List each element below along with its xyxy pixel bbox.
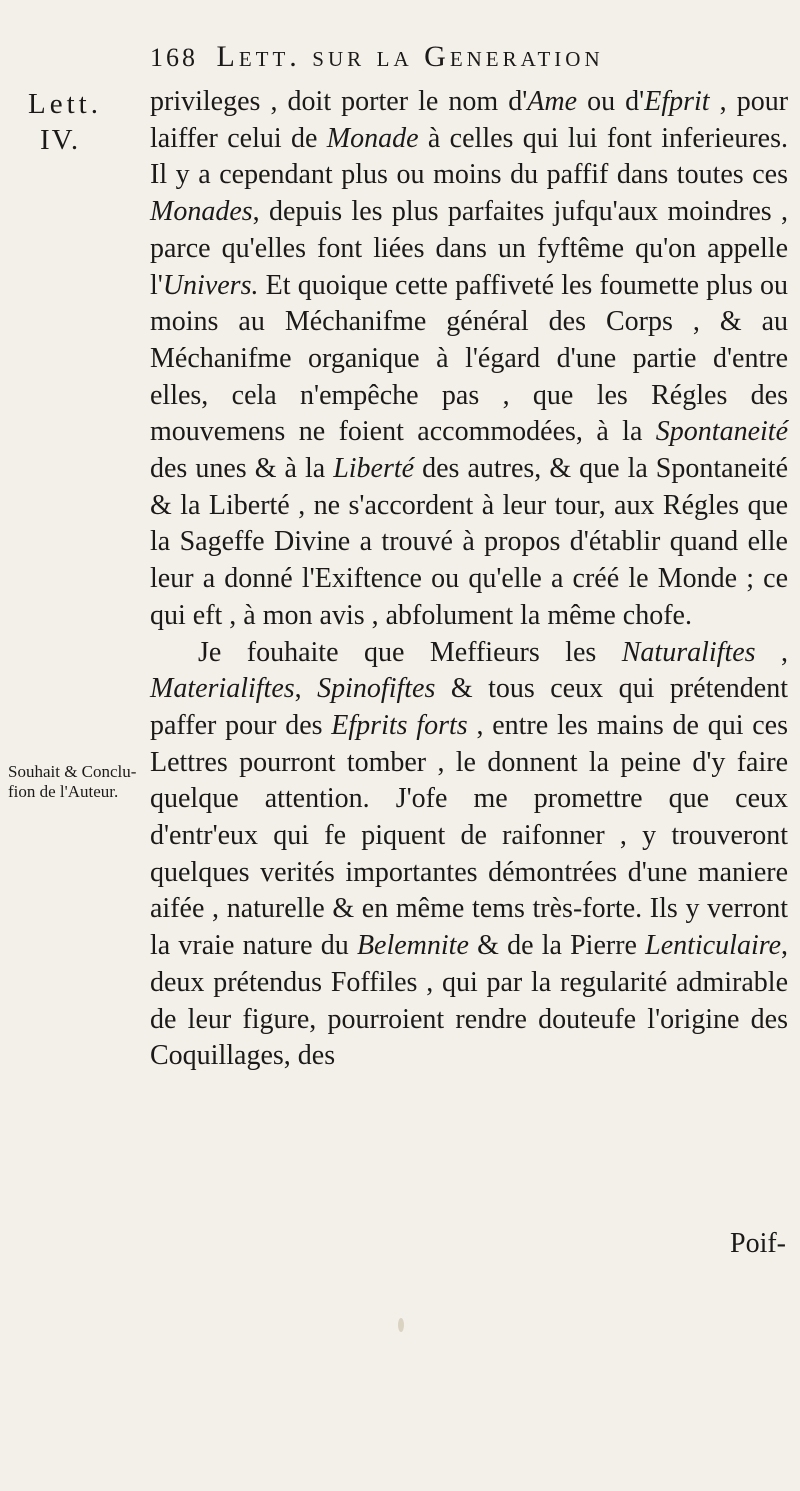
text-run: , <box>755 636 788 668</box>
text-run: , entre les mains de qui ces Lettres pourront tomber , le donnent la peine d'y faire quelque attention. J'ofe me promettre que ceux d'entr'eux qui fe piquent de raifonner , y trouveront quelques verités importantes démontrées d'une maniere aifée , naturelle & en même tems très-forte. Ils y verront la vraie nature du <box>150 709 788 962</box>
italic-term: Efprit <box>644 86 710 117</box>
italic-term: Belemnite <box>356 930 469 962</box>
text-run: Je fouhaite que Meffieurs les <box>198 636 622 668</box>
letter-label <box>28 86 102 158</box>
text-run: & de la Pierre <box>468 930 646 962</box>
italic-term: Spontaneité <box>655 416 788 448</box>
text-run: , depuis les plus parfaites jufqu'aux moindres , parce qu'elles font liées dans un fyftême qu'on appelle l' <box>150 196 788 301</box>
text-run: des unes & à la <box>150 453 334 485</box>
running-head <box>150 40 800 74</box>
page-number: 168 <box>150 43 198 72</box>
running-title: Lett. sur la Generation <box>216 40 604 73</box>
text-run: , <box>294 673 318 705</box>
italic-term: Lenticulaire <box>645 930 782 962</box>
italic-term: Monade <box>326 122 419 154</box>
text-run: Et quoique cette paffiveté les foumette plus ou moins au Méchanifme général des Corps , & au Méchanifme organique à l'égard d'une partie d'entre elles, cela n'empêche pas , que les Régles des mouvemens ne foient accommodées, à la <box>150 269 788 448</box>
italic-term: Monades <box>150 196 253 228</box>
paragraph-2 <box>150 635 788 1075</box>
text-run: privileges , doit porter le nom d' <box>150 86 528 117</box>
margin-note: Souhait & Conclu-fion de l'Auteur. <box>8 762 137 801</box>
italic-term: Materialiftes <box>150 673 295 705</box>
italic-term: Liberté <box>333 453 415 485</box>
letter-label-number: IV. <box>40 124 81 156</box>
text-run: , pour laiffer celui de <box>150 86 789 154</box>
paragraph-1 <box>150 84 788 635</box>
text-run: des autres, & que la Spontaneité & la Liberté , ne s'accordent à leur tour, aux Régles que la Sageffe Divine a trouvé à propos d'établir quand elle leur a donné l'Exiftence ou qu'elle a créé le Monde ; ce qui eft , à mon avis , abfolument la même chofe. <box>150 453 789 631</box>
italic-term: Univers. <box>162 269 259 301</box>
italic-term: Naturaliftes <box>621 636 756 668</box>
text-run: à celles qui lui font inferieures. Il y a cependant plus ou moins du paffif dans toutes ces <box>150 122 788 191</box>
letter-label-word: Lett. <box>28 88 102 120</box>
italic-term: Efprits forts <box>331 709 468 741</box>
italic-term: Ame <box>527 86 578 117</box>
body-text <box>150 84 788 1075</box>
text-run: ou d' <box>577 86 645 117</box>
text-run: & tous ceux qui prétendent paffer pour des <box>150 673 789 741</box>
text-run: , deux prétendus Foffiles , qui par la regularité admirable de leur figure, pourroient rendre douteufe l'origine des Coquillages, des <box>150 930 789 1072</box>
italic-term: Spinofiftes <box>317 673 436 705</box>
catchword: Poif- <box>730 1228 786 1259</box>
paper-stain <box>398 1318 404 1332</box>
